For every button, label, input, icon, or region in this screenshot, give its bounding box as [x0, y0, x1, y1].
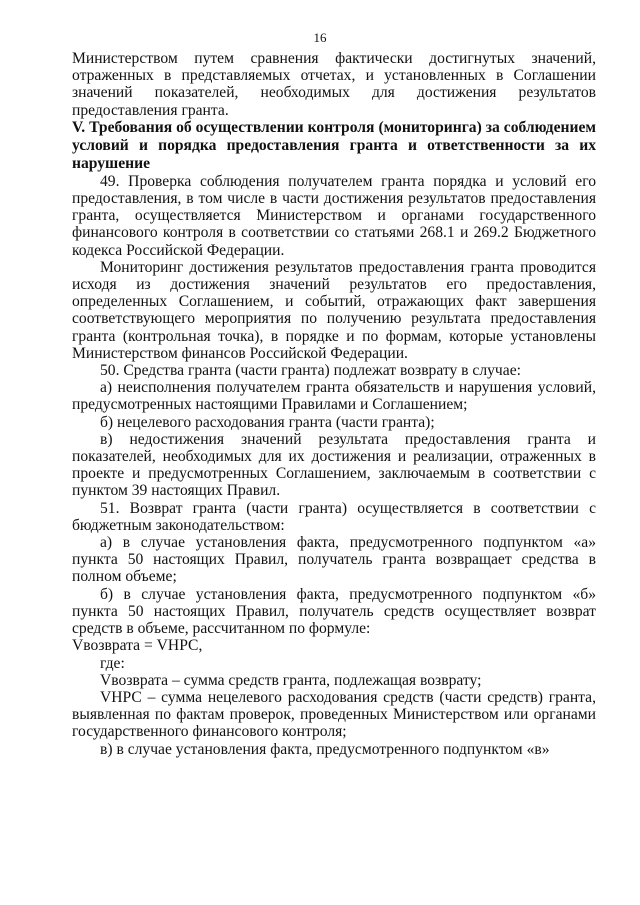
paragraph-50-v: в) недостижения значений результата предоставления гранта и показателей, необходимых для их достижения и реализации, отраженных в проекте и предусмотренных Соглашением, заключаемым в соответствии с пунктом 39 настоящих Правил.	[72, 430, 596, 500]
paragraph-49: 49. Проверка соблюдения получателем гранта порядка и условий его предоставления, в том числе в части достижения результатов предоставления гранта, осуществляется Министерством и органами государственного финансового контроля в соответствии со статьями 268.1 и 269.2 Бюджетного кодекса Российской Федерации.	[72, 172, 596, 259]
paragraph-50: 50. Средства гранта (части гранта) подлежат возврату в случае:	[100, 362, 521, 380]
definition-v-return: Vвозврата – сумма средств гранта, подлежащая возврату;	[100, 671, 482, 689]
paragraph-50-a: а) неисполнения получателем гранта обязательств и нарушения условий, предусмотренных настоящими Правилами и Соглашением;	[72, 379, 596, 414]
page-number: 16	[313, 30, 327, 45]
section-title: V. Требования об осуществлении контроля (мониторинга) за соблюдением условий и порядка предоставления гранта и ответственности за их нарушение	[72, 118, 596, 172]
paragraph-51: 51. Возврат гранта (части гранта) осуществляется в соответствии с бюджетным законодательством:	[72, 499, 596, 534]
formula: Vвозврата = VНРС,	[72, 637, 203, 655]
document-body	[72, 50, 596, 758]
definition-v-nrs: VНРС – сумма нецелевого расходования средств (части средств) гранта, выявленная по фактам проверок, проведенных Министерством или органами государственного финансового контроля;	[72, 688, 596, 741]
paragraph-50-b: б) нецелевого расходования гранта (части гранта);	[100, 413, 435, 431]
intro-paragraph: Министерством путем сравнения фактически достигнутых значений, отраженных в представляемых отчетах, и установленных в Соглашении значений показателей, необходимых для достижения результатов предоставления гранта.	[72, 50, 596, 119]
paragraph-51-a: а) в случае установления факта, предусмотренного подпунктом «а» пункта 50 настоящих Правил, получатель гранта возвращает средства в полном объеме;	[72, 534, 596, 586]
paragraph-monitoring: Мониторинг достижения результатов предоставления гранта проводится исходя из достижения значений результатов его предоставления, определенных Соглашением, и событий, отражающих факт завершения соответствующего мероприятия по получению результата предоставления гранта (контрольная точка), в порядке и по формам, которые установлены Министерством финансов Российской Федерации.	[72, 258, 596, 362]
paragraph-51-v: в) в случае установления факта, предусмотренного подпунктом «в»	[100, 740, 550, 758]
where-label: где:	[100, 654, 125, 672]
paragraph-51-b: б) в случае установления факта, предусмотренного подпунктом «б» пункта 50 настоящих Правил, получатель средств осуществляет возврат средств в объеме, рассчитанном по формуле:	[72, 585, 596, 638]
